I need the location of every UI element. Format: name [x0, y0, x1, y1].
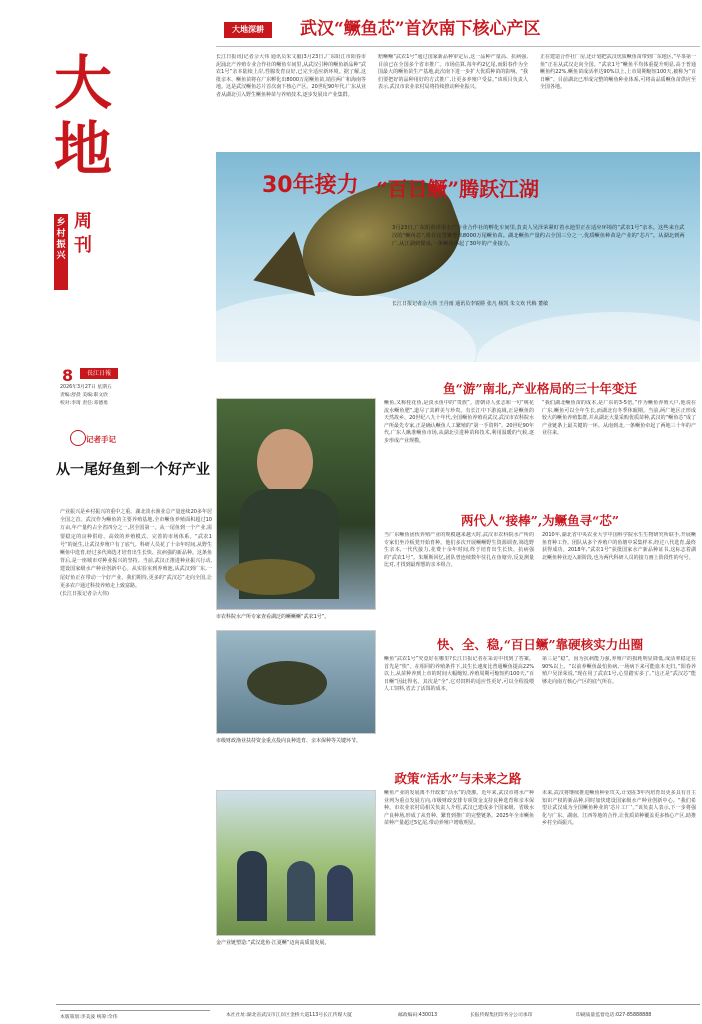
photo-2-caption: 市级财政渔业扶持资金重点投向良种选育、亲本保种等关键环节。	[216, 738, 362, 744]
hero-slogan: “百日鳜”腾跃江湖	[376, 177, 540, 201]
person-figure	[257, 429, 313, 495]
editors-line-1: 责编:舒晨 美编:职文欣	[60, 393, 108, 398]
plan-credit: 本版策划:李美波 统筹:佘伟	[60, 1015, 118, 1020]
footer-phone: 印刷质量监督电话:027-85888888	[576, 1013, 652, 1018]
editors-line-2: 校对:李琦 责任:邓德勇	[60, 401, 108, 406]
fish-in-hand	[225, 559, 315, 595]
photo-fish-farm	[216, 790, 376, 936]
note-title: 从一尾好鱼到一个好产业	[56, 462, 210, 478]
section-3-col-1: 鳜鱼“武农1号”究竟好在哪里?长江日报记者在采访中找到了答案。首先是“快”。在相同的养殖条件下,其生长速度比普通鳜鱼提高22%以上,从苗种养到上市的时间大幅缩短,养殖周期可缩短约100天,“百日鳜”因此得名。其次是“全”,它对饲料的适应性更好,可以全程投喂人工饲料,省去了活饵的成本。	[384, 656, 534, 693]
note-body: 产业振兴是乡村振兴的重中之重。湖北淡水渔业总产量连续20多年居全国之首。武汉作为鳜鱼的主要养殖基地,全市鳜鱼养殖面积超过10万亩,年产量约占全省四分之一,居全国第一。从一尾鱼到一个产业,需要稳定的良种供给、高效的养殖模式、完善的市场体系。“武农1号”的诞生,让武汉养殖户有了底气。科研人员花了十余年时间,从野生鳜鱼中选育,经过多代筛选才培育出生长快、抗病强的新品种。这条鱼背后,是一座城市对种业振兴的坚持。当前,武汉正推进种业振兴行动,建设国家级水产种业创新中心。从实验室到养殖池,从武汉到广东,一尾好鱼正在带动一个好产业。我们期待,更多的“武汉芯”走向全国,让更多农户通过科技养殖走上致富路。 (长江日报记者佘大伟)	[60, 509, 212, 598]
banner-col-2: 赔鳜鳜“武农1号”通过国家新品种审定后,这一品种产量高、抗病强,目前已在全国多个省市推广。市场估算,每年约2亿尾,而阳春作为全国最大的鳜鱼苗生产基地,此次南下进一步扩大优质种苗的影响。“我们要把好的品种用好的方式推广,让更多养殖户受益。”该项目负责人表示,武汉市农业农村局将持续推动种业振兴。	[378, 54, 528, 91]
photo-3-caption: 金产业链塑造:“武汉选鱼·江夏鳜”迈向高质量发展。	[216, 940, 330, 946]
photo-scientist	[216, 398, 376, 610]
hero-slogan-number: 30年接力	[262, 173, 359, 198]
masthead-title	[48, 50, 118, 182]
footer-address: 本社社址:湖北省武汉市江岸区金桥大道113号长江传媒大厦	[226, 1013, 352, 1018]
section-3-col-2: 第三是“稳”。因为抗病能力强,养殖户的损耗明显降低,成活率稳定在90%以上。“以前养鳜鱼最怕鱼病,一场病下来可能血本无归。”阳春养殖户吴泽荣说,“现在用了武农1号,心里踏实多了。”这正是“武汉芯”能够走向南方核心产区的底气所在。	[542, 656, 696, 685]
note-icon	[70, 430, 86, 446]
footer-postcode: 邮政编码:430013	[398, 1013, 438, 1018]
fish-shape	[247, 661, 327, 705]
photo-1-caption: 市农科院水产所专家查看湖泛的鳜鳜鳜“武农1号”。	[216, 614, 330, 620]
hero-wave	[476, 312, 700, 362]
section-2-col-1: 当广东鳜鱼团伙养殖产业的规模越来越大时,武汉市农科院水产所的专家们坐冷板凳开始育种。他们多次开展鳜鳜野生资源调查,筛选野生亲本,一代代接力,花费十余年时间,终于培育出生长快、抗病强的“武农1号”。朱顺斯回忆,团队曾连续数年驻扎在鱼塘旁,反复测量比对,才找到最理想的亲本组合。	[384, 532, 534, 569]
weekly-label: 周刊	[74, 211, 92, 256]
section-2-col-2: 2010年,湖北省中央农业大学中国科学院水生生物研究所联手,开展鳜鱼育种工作。团队从多个养殖户的鱼塘中采集样本,经过八代选育,最终获得成功。2018年,“武农1号”获批国家水产新品种证书,这标志着湖北鳜鱼种业迈入新阶段,也为两代科研人员的接力画上阶段性的句号。	[542, 532, 696, 561]
section-4-col-2: 未来,武汉将继续推进鳜鱼种业攻关,计划在3年内培育出更多具有自主知识产权的新品种,同时加快建设国家级水产种业创新中心。“我们希望让武汉成为全国鳜鱼种业的‘芯片工厂’。”该负责人表示,下一步将强化与广东、湖南、江西等地的合作,让优质苗种覆盖更多核心产区,助推乡村全面振兴。	[542, 790, 696, 827]
masthead-char-2: 地	[53, 115, 112, 183]
section-1-col-1: 鳜鱼,又称桂花鱼,是淡水鱼中的“贵族”。唐朝诗人张志和一句“桃花流水鳜鱼肥”,道尽了其鲜美与珍贵。有长江中下游流域,正是鳜鱼的天然故乡。20世纪八九十年代,全国鳜鱼养殖看武汉,武汉市农科院水产所最先专家,正是确认鳜鱼人工繁殖的“第一手资料”。20世纪90年代,广东人瞅准鳜鱼市场,从湖北引进种苗和技术,利用温暖的气候,逐步形成产业规模。	[384, 400, 534, 444]
paper-logo: 長江日報	[80, 368, 118, 379]
page-number: 8	[62, 366, 74, 385]
worker-figure	[237, 851, 267, 921]
rail-divider	[60, 1010, 210, 1011]
note-badge: 记者手记	[86, 435, 116, 444]
section-3-title: 快、全、稳,“百日鳜”靠硬核实力出圈	[436, 637, 644, 652]
footer-rule	[56, 1004, 700, 1005]
hero-byline: 长江日报记者佘大伟 王丹雨 通讯员李锐勝 张凡 杨凯 朱文欢 代梅 董敏	[392, 301, 549, 307]
note-signature: (长江日报记者佘大伟)	[60, 591, 109, 598]
footer-printer: 长报传媒集团印务分公司承印	[470, 1013, 533, 1018]
banner-col-3: 正在建造合作社厂房,还计划把武汉优质鳜鱼苗带到广东地区,“早茶第一鱼”正在从武汉走向全国。“武农1号”鳜鱼平均体重提升明显,高于普通鳜鱼约22%,鳜鱼苗成活率达90%以上,上市周期缩短100天,被称为“百日鳜”。目前湖北已形成完整的鳜鱼种业体系,可将高品质鳜鱼苗供应至全国各地。	[540, 54, 696, 91]
section-4-title: 政策“活水”与未来之路	[394, 771, 522, 786]
hero-lead: 3月23日,广东阳春泽渠水产专业合作社的孵化车间里,負责人吴泽荣紧盯着水池里正在适应环境的“武农1号”亲本。这些来自武汉的“鳜鱼芯”,将在这里繁育出8000万尾鳜鱼苗。湖北鳜鱼产量约占全国三分之一,优质鳜鱼种苗是产业的“芯片”。从湖北到两广,从江湖到餐桌,一条鳜鱼串起了30年的产业接力。	[392, 225, 685, 247]
section-4-col-1: 鳜鱼产业的发展离不开政策“活水”的浇灌。近年来,武汉市将水产种业列为重点发展方向,市级财政安排专项资金支持良种选育和亲本保种。市农业农村局相关负责人介绍,武汉已建成多个国家级、省级水产良种场,形成了从育种、繁育到推广的完整链条。2025年全市鳜鱼苗种产量超过5亿尾,带动养殖户增收明显。	[384, 790, 534, 827]
banner-title: 武汉“鳜鱼芯”首次南下核心产区	[300, 19, 541, 39]
date-line: 2026年3月27日 星期五	[60, 385, 112, 390]
photo-fish-tank	[216, 630, 376, 734]
worker-figure	[287, 861, 315, 921]
banner-tag: 大地深耕	[224, 22, 272, 38]
masthead-char-1: 大	[53, 49, 112, 117]
section-1-col-2: “我们湖北鳜鱼苗的成本,是广东的3-5倍。”作为鳜鱼养殖大户,他说在广东,鳜鱼可以全年生长,而湖北有冬季休眠期。当前,两广地区正形成较大的鳜鱼养殖集群,并从湖北大量采购优质苗种,武汉的“鳜鱼芯”成了产业链条上最关键的一环。从南到北,一条鳜鱼牵起了两地三十年的产业往来。	[542, 400, 696, 437]
banner-rule	[216, 46, 700, 47]
section-1-title: 鱼“游”南北,产业格局的三十年变迁	[443, 381, 637, 396]
banner-col-1: 长江日报讯(记者佘大伟 通讯员朱文毅)3月23日,广东阳江市阳春市泥涌北产养殖专业合作社的鳜鱼车间里,从武汉引种的鳜鱼新品种“武农1号”亲本陆续上岸,性腺发育良好,已完全适应新环境。据了解,这批亲本、鳜鱼苗将在广东孵化出8000万尾鳜鱼苗,销往两广和海南等地。这是武汉鳜鱼芯片首次南下核心产区。20世纪90年代,广东从业者从湖北引入野生鳜鱼种苗与养殖技术,逐步发展出产业集群。	[216, 54, 366, 98]
section-band: 乡村振兴	[54, 214, 68, 290]
section-2-title: 两代人“接棒”,为鳜鱼寻“芯”	[460, 513, 620, 528]
worker-figure	[327, 865, 353, 921]
